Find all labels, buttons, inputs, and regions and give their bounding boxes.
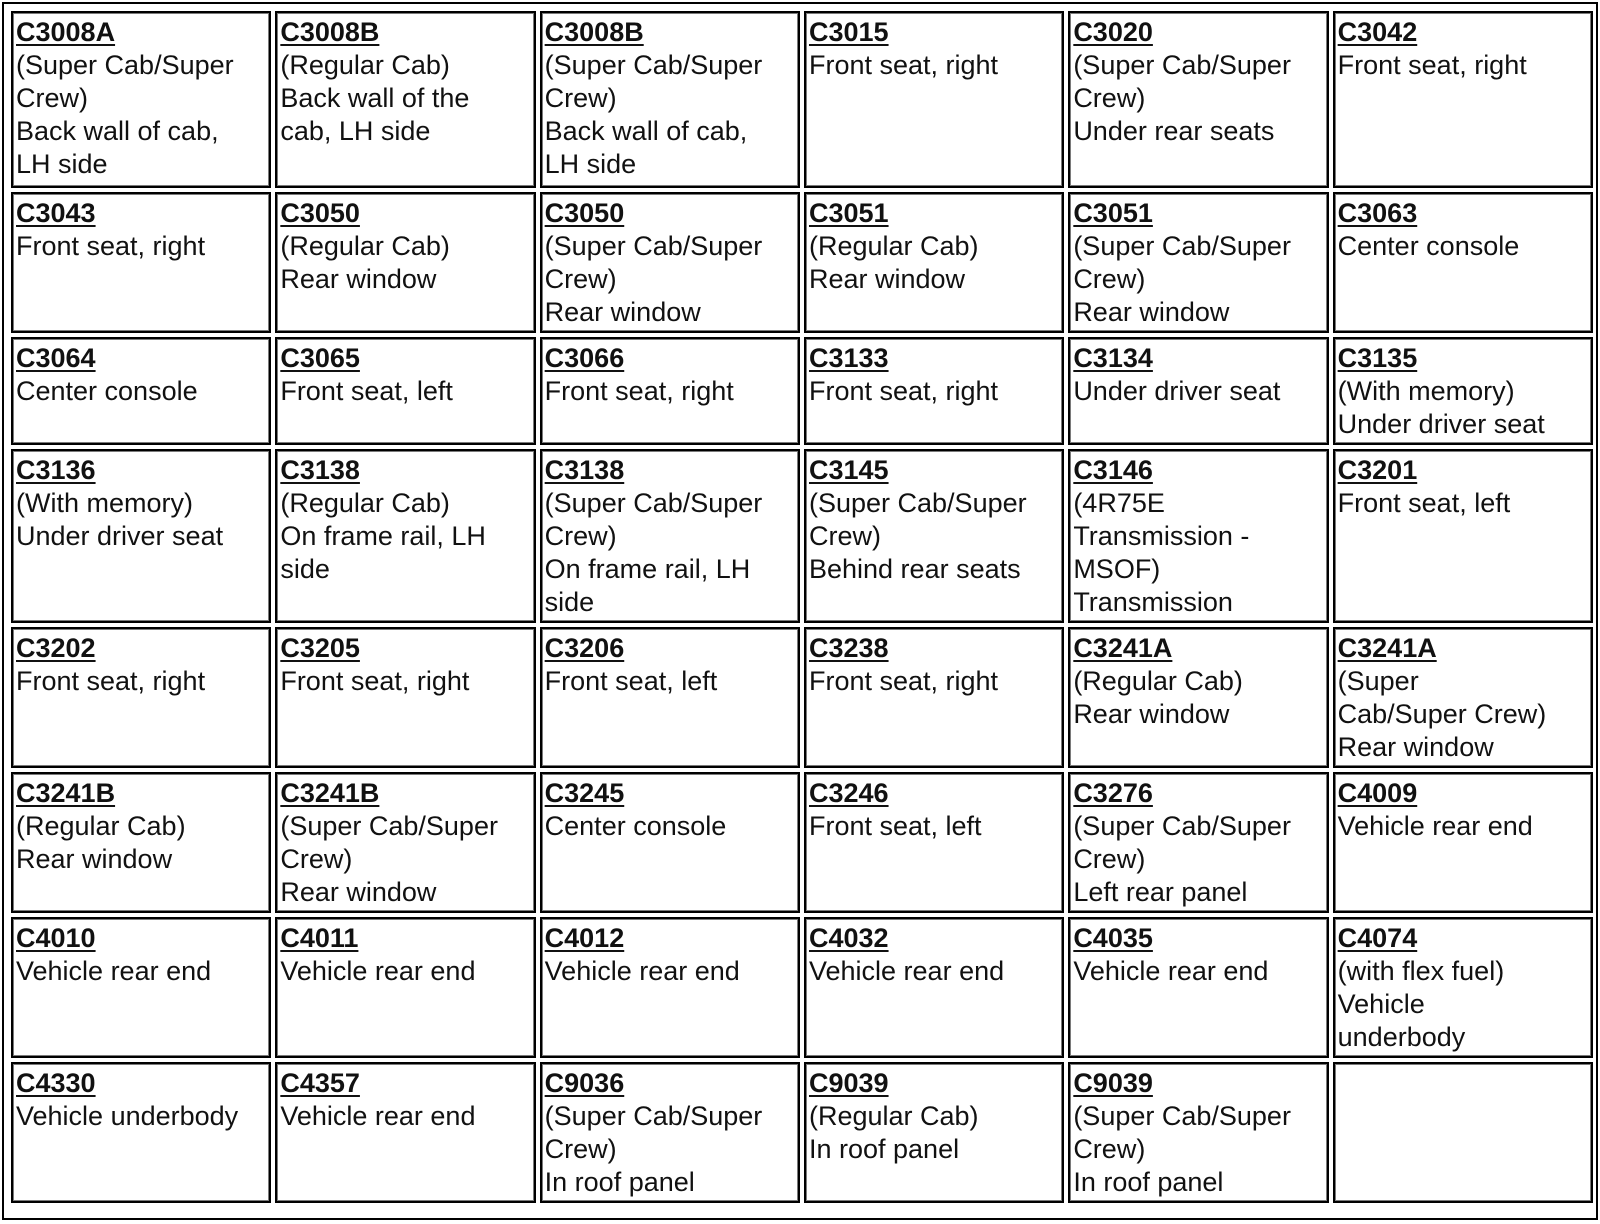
connector-code: C4032 [808,923,889,953]
connector-cell [1333,627,1593,768]
location-text: Crew) [16,83,88,113]
connector-cell [275,627,535,768]
connector-code: C3241A [1073,633,1173,663]
connector-code: C3241A [1337,633,1437,663]
connector-code: C3246 [808,778,889,808]
connector-cell [275,917,535,1058]
location-text: Rear window [1337,732,1494,762]
connector-code: C3201 [1337,455,1418,485]
connector-code: C4074 [1337,923,1418,953]
connector-cell [275,1062,535,1203]
connector-cell [540,192,800,333]
location-text: (Super Cab/Super [1073,50,1291,80]
connector-code: C4009 [1337,778,1418,808]
connector-cell [1333,449,1593,623]
location-text: Vehicle rear end [280,956,476,986]
connector-code: C3135 [1337,343,1418,373]
location-text: LH side [544,149,637,179]
connector-cell [804,917,1064,1058]
location-text: Vehicle rear end [280,1101,476,1131]
connector-code: C3008B [280,17,380,47]
location-text: On frame rail, LH [280,521,486,551]
location-text: (Regular Cab) [808,1101,979,1131]
connector-code: C3063 [1337,198,1418,228]
connector-location-table [7,7,1597,1207]
connector-code: C3146 [1073,455,1153,485]
location-text: side [544,587,595,617]
connector-cell [275,772,535,913]
location-text: (Super Cab/Super [544,50,763,80]
location-text: (Regular Cab) [280,231,450,261]
location-text: (with flex fuel) [1337,956,1505,986]
location-text: Transmission [1073,587,1233,617]
connector-code: C3138 [280,455,360,485]
connector-cell [804,1062,1064,1203]
location-text: (Super Cab/Super [16,50,234,80]
location-text: Center console [1337,231,1520,261]
connector-cell [1068,449,1328,623]
location-text: Front seat, left [544,666,718,696]
connector-code: C3008B [544,17,644,47]
connector-code: C4357 [280,1068,360,1098]
location-text: Rear window [1073,297,1230,327]
location-text: (With memory) [1337,376,1515,406]
connector-code: C3276 [1073,778,1153,808]
connector-cell [1333,11,1593,188]
connector-code: C9036 [544,1068,625,1098]
connector-cell [804,192,1064,333]
connector-cell [11,337,271,445]
location-text: Front seat, left [280,376,453,406]
connector-code: C3241B [280,778,380,808]
location-text: underbody [1337,1022,1466,1052]
location-text: Under rear seats [1073,116,1275,146]
location-text: (Super Cab/Super [1073,1101,1291,1131]
table-row [11,337,1593,445]
connector-code: C3050 [544,198,625,228]
connector-cell [540,772,800,913]
location-text: In roof panel [544,1167,695,1197]
connector-cell [540,449,800,623]
location-text: Back wall of cab, [544,116,748,146]
table-row [11,11,1593,188]
location-text: Behind rear seats [808,554,1021,584]
location-text: Front seat, right [808,376,999,406]
connector-cell [804,772,1064,913]
connector-cell [11,192,271,333]
table-row [11,1062,1593,1203]
connector-cell [1068,192,1328,333]
location-text: Front seat, right [808,50,999,80]
connector-cell [540,917,800,1058]
location-text: Vehicle rear end [544,956,740,986]
connector-code: C4035 [1073,923,1153,953]
location-text: (Super Cab/Super [544,1101,763,1131]
location-text: Back wall of the [280,83,470,113]
location-text: Rear window [544,297,701,327]
connector-location-sheet [2,2,1598,1220]
location-text: (Super Cab/Super [1073,811,1291,841]
connector-code: C3050 [280,198,360,228]
location-text: (Super Cab/Super [544,231,763,261]
location-text: Front seat, right [544,376,734,406]
connector-code: C4010 [16,923,96,953]
table-row [11,627,1593,768]
empty-cell [1333,1062,1593,1203]
location-text: Crew) [1073,844,1146,874]
connector-code: C9039 [808,1068,889,1098]
location-text: Center console [544,811,727,841]
location-text: cab, LH side [280,116,431,146]
location-text: (Regular Cab) [280,50,450,80]
location-text: Front seat, left [1337,488,1511,518]
connector-cell [275,449,535,623]
connector-code: C3145 [808,455,889,485]
connector-cell [804,449,1064,623]
location-text: (Super Cab/Super [544,488,763,518]
connector-cell [11,627,271,768]
connector-cell [540,627,800,768]
location-text: Front seat, right [16,231,206,261]
location-text: Crew) [808,521,881,551]
location-text: Center console [16,376,198,406]
connector-code: C3051 [808,198,889,228]
location-text: Under driver seat [1337,409,1545,439]
location-text: Left rear panel [1073,877,1248,907]
location-text: Cab/Super Crew) [1337,699,1547,729]
location-text: On frame rail, LH [544,554,751,584]
location-text: Vehicle rear end [1073,956,1269,986]
location-text: Rear window [808,264,966,294]
connector-code: C3008A [16,17,116,47]
location-text: Vehicle rear end [16,956,212,986]
table-row [11,449,1593,623]
connector-cell [1333,917,1593,1058]
location-text: Crew) [544,264,617,294]
location-text: (Super Cab/Super [1073,231,1291,261]
connector-code: C3241B [16,778,116,808]
connector-cell [804,337,1064,445]
connector-cell [11,1062,271,1203]
connector-code: C3051 [1073,198,1153,228]
location-text: Rear window [280,877,437,907]
connector-cell [1333,772,1593,913]
location-text: (Super [1337,666,1419,696]
connector-code: C3245 [544,778,625,808]
location-text: Front seat, right [280,666,470,696]
connector-cell [804,11,1064,188]
location-text: Vehicle underbody [16,1101,239,1131]
location-text: Rear window [16,844,173,874]
location-text: Vehicle [1337,989,1425,1019]
connector-cell [1333,192,1593,333]
connector-code: C3138 [544,455,625,485]
location-text: (Super Cab/Super [808,488,1027,518]
connector-cell [1068,772,1328,913]
connector-code: C3043 [16,198,96,228]
location-text: (With memory) [16,488,193,518]
location-text: Transmission - [1073,521,1250,551]
connector-cell [1333,337,1593,445]
location-text: (Regular Cab) [1073,666,1243,696]
location-text: Rear window [280,264,437,294]
table-row [11,772,1593,913]
connector-code: C3136 [16,455,96,485]
connector-cell [1068,337,1328,445]
location-text: (4R75E [1073,488,1165,518]
connector-code: C9039 [1073,1068,1153,1098]
location-text: Front seat, left [808,811,982,841]
location-text: (Super Cab/Super [280,811,498,841]
location-text: Crew) [544,521,617,551]
connector-cell [275,192,535,333]
location-text: LH side [16,149,108,179]
connector-code: C4011 [280,923,359,953]
connector-cell [275,11,535,188]
connector-cell [1068,11,1328,188]
location-text: Under driver seat [1073,376,1281,406]
location-text: In roof panel [808,1134,960,1164]
location-text: Vehicle rear end [808,956,1005,986]
location-text: Front seat, right [16,666,206,696]
connector-code: C3015 [808,17,889,47]
connector-cell [1068,1062,1328,1203]
connector-code: C3206 [544,633,625,663]
location-text: Crew) [544,83,617,113]
location-text: Under driver seat [16,521,224,551]
connector-cell [540,1062,800,1203]
connector-cell [540,337,800,445]
connector-code: C3205 [280,633,360,663]
connector-cell [275,337,535,445]
connector-code: C3042 [1337,17,1418,47]
connector-code: C3134 [1073,343,1153,373]
location-text: Front seat, right [808,666,999,696]
location-text: (Regular Cab) [16,811,186,841]
location-text: In roof panel [1073,1167,1224,1197]
location-text: Crew) [1073,1134,1146,1164]
location-text: side [280,554,330,584]
connector-code: C3238 [808,633,889,663]
connector-code: C3020 [1073,17,1153,47]
location-text: (Regular Cab) [280,488,450,518]
connector-cell [11,11,271,188]
location-text: Front seat, right [1337,50,1527,80]
location-text: Crew) [280,844,353,874]
connector-cell [11,772,271,913]
connector-code: C3133 [808,343,889,373]
location-text: MSOF) [1073,554,1161,584]
location-text: Vehicle rear end [1337,811,1533,841]
connector-code: C3202 [16,633,96,663]
connector-cell [11,917,271,1058]
connector-cell [540,11,800,188]
connector-code: C3064 [16,343,96,373]
location-text: Rear window [1073,699,1230,729]
connector-code: C3066 [544,343,625,373]
connector-cell [1068,917,1328,1058]
connector-code: C3065 [280,343,360,373]
table-row [11,917,1593,1058]
location-text: Crew) [1073,264,1146,294]
connector-code: C4330 [16,1068,96,1098]
connector-cell [804,627,1064,768]
location-text: (Regular Cab) [808,231,979,261]
location-text: Crew) [544,1134,617,1164]
table-row [11,192,1593,333]
connector-cell [1068,627,1328,768]
location-text: Crew) [1073,83,1146,113]
connector-cell [11,449,271,623]
connector-code: C4012 [544,923,625,953]
location-text: Back wall of cab, [16,116,219,146]
